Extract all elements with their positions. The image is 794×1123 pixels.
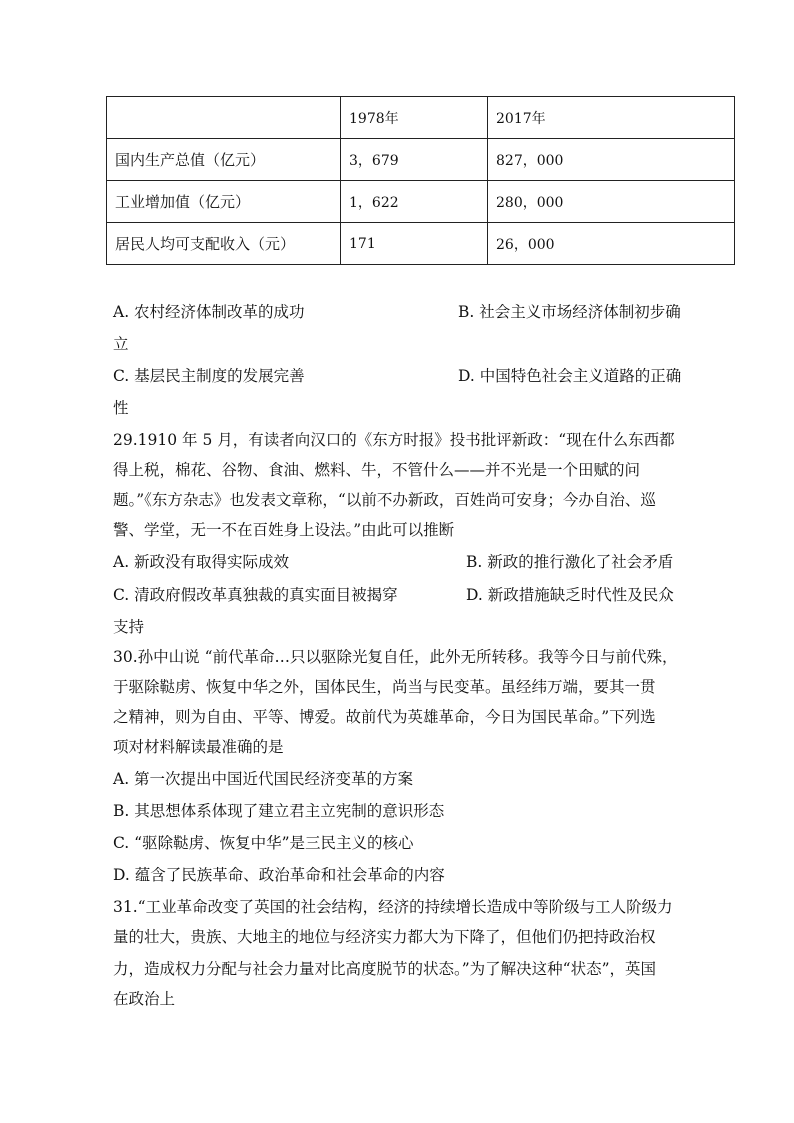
- table-header-cell: [107, 97, 341, 139]
- q28-option-a: A. 农村经济体制改革的成功: [113, 303, 305, 321]
- q30-option-d: D. 蕴含了民族革命、政治革命和社会革命的内容: [113, 866, 445, 884]
- q29-option-c: C. 清政府假改革真独裁的真实面目被揭穿: [113, 586, 398, 604]
- table-cell: 3，679: [341, 139, 488, 181]
- q28-option-c: C. 基层民主制度的发展完善: [113, 367, 305, 385]
- q28-option-d-continued: 性: [113, 399, 129, 417]
- table-cell: 280，000: [488, 181, 735, 223]
- q29-stem-line: 题。”《东方杂志》也发表文章称，“以前不办新政，百姓尚可安身；今办自治、巡: [113, 491, 656, 509]
- q30-option-a: A. 第一次提出中国近代国民经济变革的方案: [113, 770, 414, 788]
- q29-stem-line: 警、学堂，无一不在百姓身上设法。”由此可以推断: [113, 521, 455, 539]
- q30-stem-line: 于驱除鞑虏、恢复中华之外，国体民生，尚当与民变革。虽经纬万端，要其一贯: [113, 678, 656, 696]
- q31-stem-line: 力，造成权力分配与社会力量对比高度脱节的状态。”为了解决这种“状态”，英国: [113, 960, 657, 978]
- q30-stem-line: 30.孙中山说 “前代革命…只以驱除光复自任，此外无所转移。我等今日与前代殊，: [113, 648, 678, 666]
- q29-option-d-continued: 支持: [113, 618, 145, 636]
- q30-option-c: C. “驱除鞑虏、恢复中华”是三民主义的核心: [113, 834, 414, 852]
- q29-option-a: A. 新政没有取得实际成效: [113, 553, 290, 571]
- table-header-cell: 2017年: [488, 97, 735, 139]
- table-cell: 26，000: [488, 223, 735, 265]
- table-cell: 工业增加值（亿元）: [107, 181, 341, 223]
- q28-option-d: D. 中国特色社会主义道路的正确: [458, 367, 682, 385]
- q29-option-b: B. 新政的推行激化了社会矛盾: [466, 553, 674, 571]
- table-header-cell: 1978年: [341, 97, 488, 139]
- q31-stem-line: 在政治上: [113, 990, 176, 1008]
- q31-stem-line: 31.“工业革命改变了英国的社会结构，经济的持续增长造成中等阶级与工人阶级力: [113, 898, 673, 916]
- q29-stem-line: 29.1910 年 5 月，有读者向汉口的《东方时报》投书批评新政：“现在什么东西都: [113, 431, 675, 449]
- q30-stem-line: 项对材料解读最准确的是: [113, 738, 284, 756]
- q30-option-b: B. 其思想体系体现了建立君主立宪制的意识形态: [113, 802, 445, 820]
- q31-stem-line: 量的壮大，贵族、大地主的地位与经济实力都大为下降了，但他们仍把持政治权: [113, 928, 656, 946]
- q29-stem-line: 得上税，棉花、谷物、食油、燃料、牛，不管什么——并不光是一个田赋的问: [113, 461, 641, 479]
- table-cell: 171: [341, 223, 488, 265]
- q28-option-b-continued: 立: [113, 335, 129, 353]
- table-row: [107, 223, 735, 265]
- economic-data-table: [106, 96, 735, 265]
- table-row: [107, 181, 735, 223]
- table-cell: 827，000: [488, 139, 735, 181]
- table-cell: 居民人均可支配收入（元）: [107, 223, 341, 265]
- table-header-row: [107, 97, 735, 139]
- table-cell: 国内生产总值（亿元）: [107, 139, 341, 181]
- table-cell: 1，622: [341, 181, 488, 223]
- q30-stem-line: 之精神，则为自由、平等、博爱。故前代为英雄革命，今日为国民革命。”下列选: [113, 708, 656, 726]
- q29-option-d: D. 新政措施缺乏时代性及民众: [466, 586, 674, 604]
- q28-option-b: B. 社会主义市场经济体制初步确: [458, 303, 681, 321]
- table-row: [107, 139, 735, 181]
